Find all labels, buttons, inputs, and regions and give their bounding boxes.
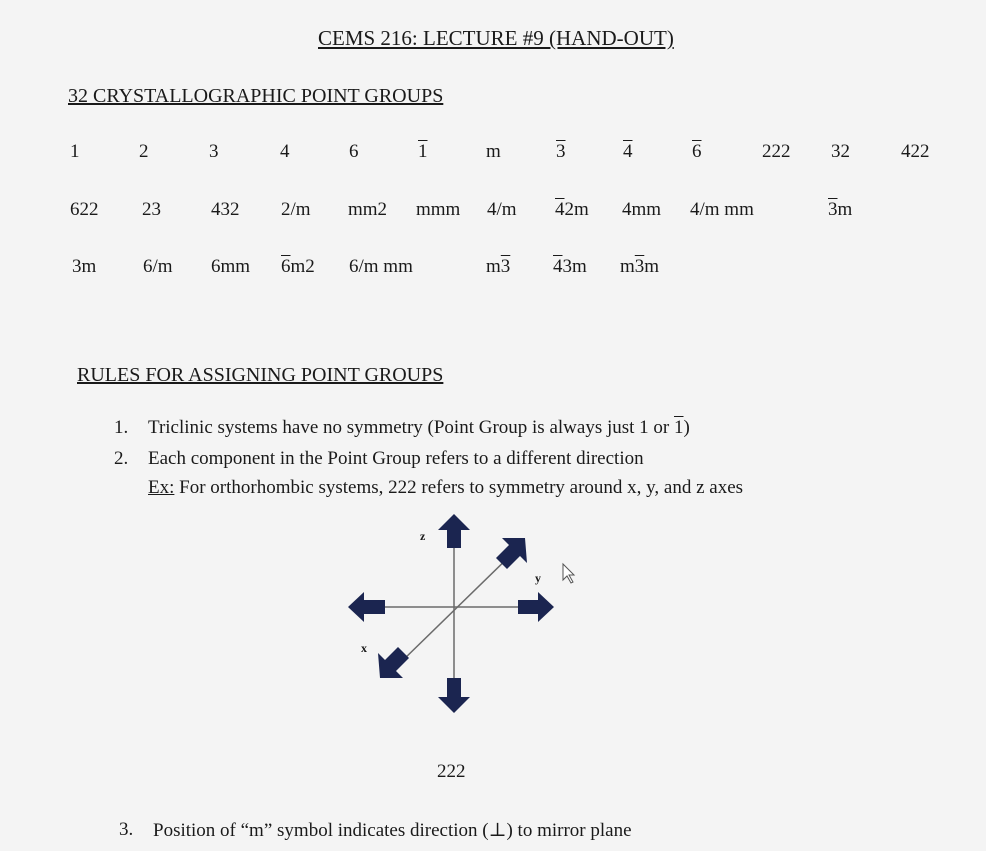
axis-label-x: x [361,641,367,655]
point-group: m3m [620,256,660,277]
diagram-caption: 222 [437,761,466,782]
point-group: 622 [70,199,99,220]
point-group: 222 [762,141,791,162]
point-group: 6/m [143,256,173,277]
rule-2-example: Ex: For orthorhombic systems, 222 refers to symmetry around x, y, and z axes [148,477,744,498]
rule-2-number: 2. [114,448,129,469]
point-group: 3m [828,199,853,220]
point-group: 4mm [622,199,662,220]
rule-3-number: 3. [119,819,134,840]
point-group: 4/m mm [690,199,754,220]
z-up-arrow-icon [438,514,470,548]
mouse-cursor-icon [563,564,574,583]
point-group: 1 [70,141,80,162]
point-group: 23 [142,199,161,220]
point-group: mmm [416,199,461,220]
point-group: 4 [623,141,633,162]
rule-1-number: 1. [114,417,129,438]
axes-diagram [340,508,580,718]
point-group: 3 [209,141,219,162]
point-group: 422 [901,141,930,162]
page-title: CEMS 216: LECTURE #9 (HAND-OUT) [318,26,674,50]
rule-3-text: Position of “m” symbol indicates direction (⊥) to mirror plane [153,820,632,841]
point-group: 6mm [211,256,251,277]
point-group: 4 [280,141,290,162]
point-group: 6m2 [281,256,315,277]
axis-label-z: z [420,529,426,543]
point-group: 6/m mm [349,256,413,277]
point-group: 1 [418,141,428,162]
point-group: mm2 [348,199,388,220]
axis-label-y: y [535,571,541,585]
point-group: 432 [211,199,240,220]
left-arrow-icon [348,592,385,622]
point-group: 2/m [281,199,311,220]
rule-2-text: Each component in the Point Group refers to a different direction [148,448,644,469]
point-group: 3 [556,141,566,162]
rule-1-text: Triclinic systems have no symmetry (Point Group is always just 1 or 1) [148,417,690,438]
z-down-arrow-icon [438,678,470,713]
point-group: m3 [486,256,511,277]
point-group: 43m [553,256,587,277]
point-group: 3m [72,256,97,277]
point-groups-heading: 32 CRYSTALLOGRAPHIC POINT GROUPS [68,85,444,107]
point-group: 4/m [487,199,517,220]
down-left-arrow-icon [378,647,409,678]
point-group: m [486,141,501,162]
point-group: 42m [555,199,589,220]
right-arrow-icon [518,592,554,622]
rules-heading: RULES FOR ASSIGNING POINT GROUPS [77,364,444,386]
point-group: 6 [692,141,702,162]
point-group: 32 [831,141,850,162]
point-group: 6 [349,141,359,162]
point-group: 2 [139,141,149,162]
